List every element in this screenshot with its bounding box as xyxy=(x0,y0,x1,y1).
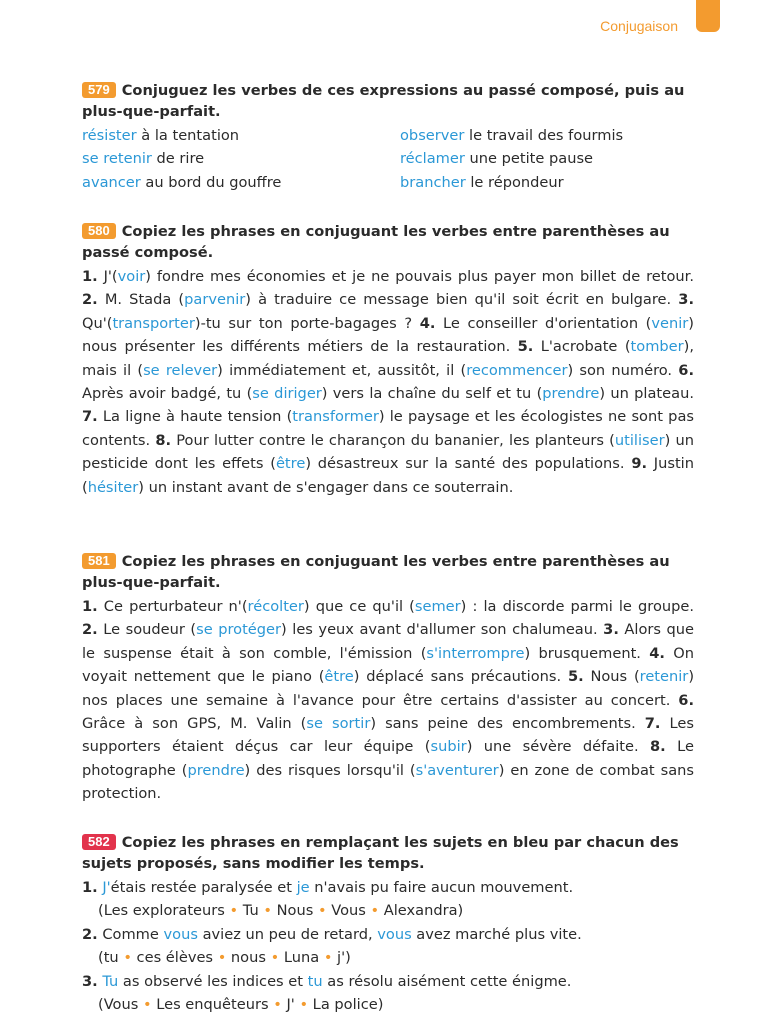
subject-options: (tu • ces élèves • nous • Luna • j') xyxy=(98,949,351,967)
verb: réclamer xyxy=(400,150,465,168)
exercise-instruction: Copiez les phrases en conjuguant les verbes entre parenthèses au passé composé. xyxy=(82,223,670,261)
sentence-item: 3. Tu as observé les indices et tu as résolu aisément cette énigme. xyxy=(82,972,572,990)
exercise-body: 1. Ce perturbateur n'(récolter) que ce qu'il (semer) : la discorde parmi le groupe. 2. Le soudeur (se protéger) les yeux avant d'allumer son chalumeau. 3. Alors que le suspense était à son comble, l'émission (s'interrompre) brusquement. 4. On voyait nettement que le piano (être) déplacé sans précautions. 5. Nous (retenir) nos places une semaine à l'avance pour être certains d'assister au concert. 6. Grâce à son GPS, M. Valin (se sortir) sans peine des encombrements. 7. Les supporters étaient déçus car leur équipe (subir) une sévère défaite. 8. Le photographe (prendre) des risques lorsqu'il (s'aventurer) en zone de combat sans protection. xyxy=(82,598,695,803)
exercise-number-badge: 582 xyxy=(82,834,116,850)
exercise-582 xyxy=(82,832,694,1016)
exercise-instruction: Copiez les phrases en conjuguant les verbes entre parenthèses au plus-que-parfait. xyxy=(82,553,670,591)
exercise-579 xyxy=(82,80,694,194)
section-header: Conjugaison xyxy=(600,18,678,34)
exercise-580 xyxy=(82,221,694,499)
expression-item: réclamer une petite pause xyxy=(400,150,594,168)
sentence-item: 1. J'étais restée paralysée et je n'avais pu faire aucun mouvement. xyxy=(82,879,574,896)
expression-item: se retenir de rire xyxy=(82,150,205,168)
verb: avancer xyxy=(82,173,141,191)
exercise-number-badge: 580 xyxy=(82,223,116,239)
exercise-title xyxy=(82,832,694,874)
subject-options: (Vous • Les enquêteurs • J' • La police) xyxy=(98,996,384,1014)
verb: brancher xyxy=(400,173,466,191)
exercise-title xyxy=(82,80,694,122)
verb: résister xyxy=(82,127,137,144)
exercise-body xyxy=(82,876,694,1016)
exercise-title xyxy=(82,221,694,263)
expression-item: avancer au bord du gouffre xyxy=(82,173,282,191)
exercise-instruction: Conjuguez les verbes de ces expressions au passé composé, puis au plus-que-parfait. xyxy=(82,82,685,120)
exercise-number-badge: 579 xyxy=(82,82,116,98)
expression-item: résister à la tentation xyxy=(82,127,240,144)
exercise-title xyxy=(82,551,694,593)
expression-list xyxy=(82,124,694,194)
exercise-number-badge: 581 xyxy=(82,553,116,569)
page-corner-tab xyxy=(696,0,720,32)
sentence-item: 2. Comme vous aviez un peu de retard, vous avez marché plus vite. xyxy=(82,925,582,943)
verb: observer xyxy=(400,127,465,144)
expression-item: brancher le répondeur xyxy=(400,173,564,191)
exercise-instruction: Copiez les phrases en remplaçant les sujets en bleu par chacun des sujets proposés, sans modifier les temps. xyxy=(82,834,679,872)
expression-item: observer le travail des fourmis xyxy=(400,127,624,144)
subject-options: (Les explorateurs • Tu • Nous • Vous • Alexandra) xyxy=(98,902,464,920)
exercise-581 xyxy=(82,551,694,806)
exercise-body: 1. J'(voir) fondre mes économies et je ne pouvais plus payer mon billet de retour. 2. M. Stada (parvenir) à traduire ce message bien qu'il soit écrit en bulgare. 3. Qu'(transporter)-tu sur ton porte-bagages ? 4. Le conseiller d'orientation (venir) nous présenter les différents métiers de la restauration. 5. L'acrobate (tomber), mais il (se relever) immédiatement et, aussitôt, il (recommencer) son numéro. 6. Après avoir badgé, tu (se diriger) vers la chaîne du self et tu (prendre) un plateau. 7. La ligne à haute tension (transformer) le paysage et les écologistes ne sont pas contents. 8. Pour lutter contre le charançon du bananier, les planteurs (utiliser) un pesticide dont les effets (être) désastreux sur la santé des populations. 9. Justin (hésiter) un instant avant de s'engager dans ce souterrain. xyxy=(82,268,694,496)
verb: se retenir xyxy=(82,150,152,168)
